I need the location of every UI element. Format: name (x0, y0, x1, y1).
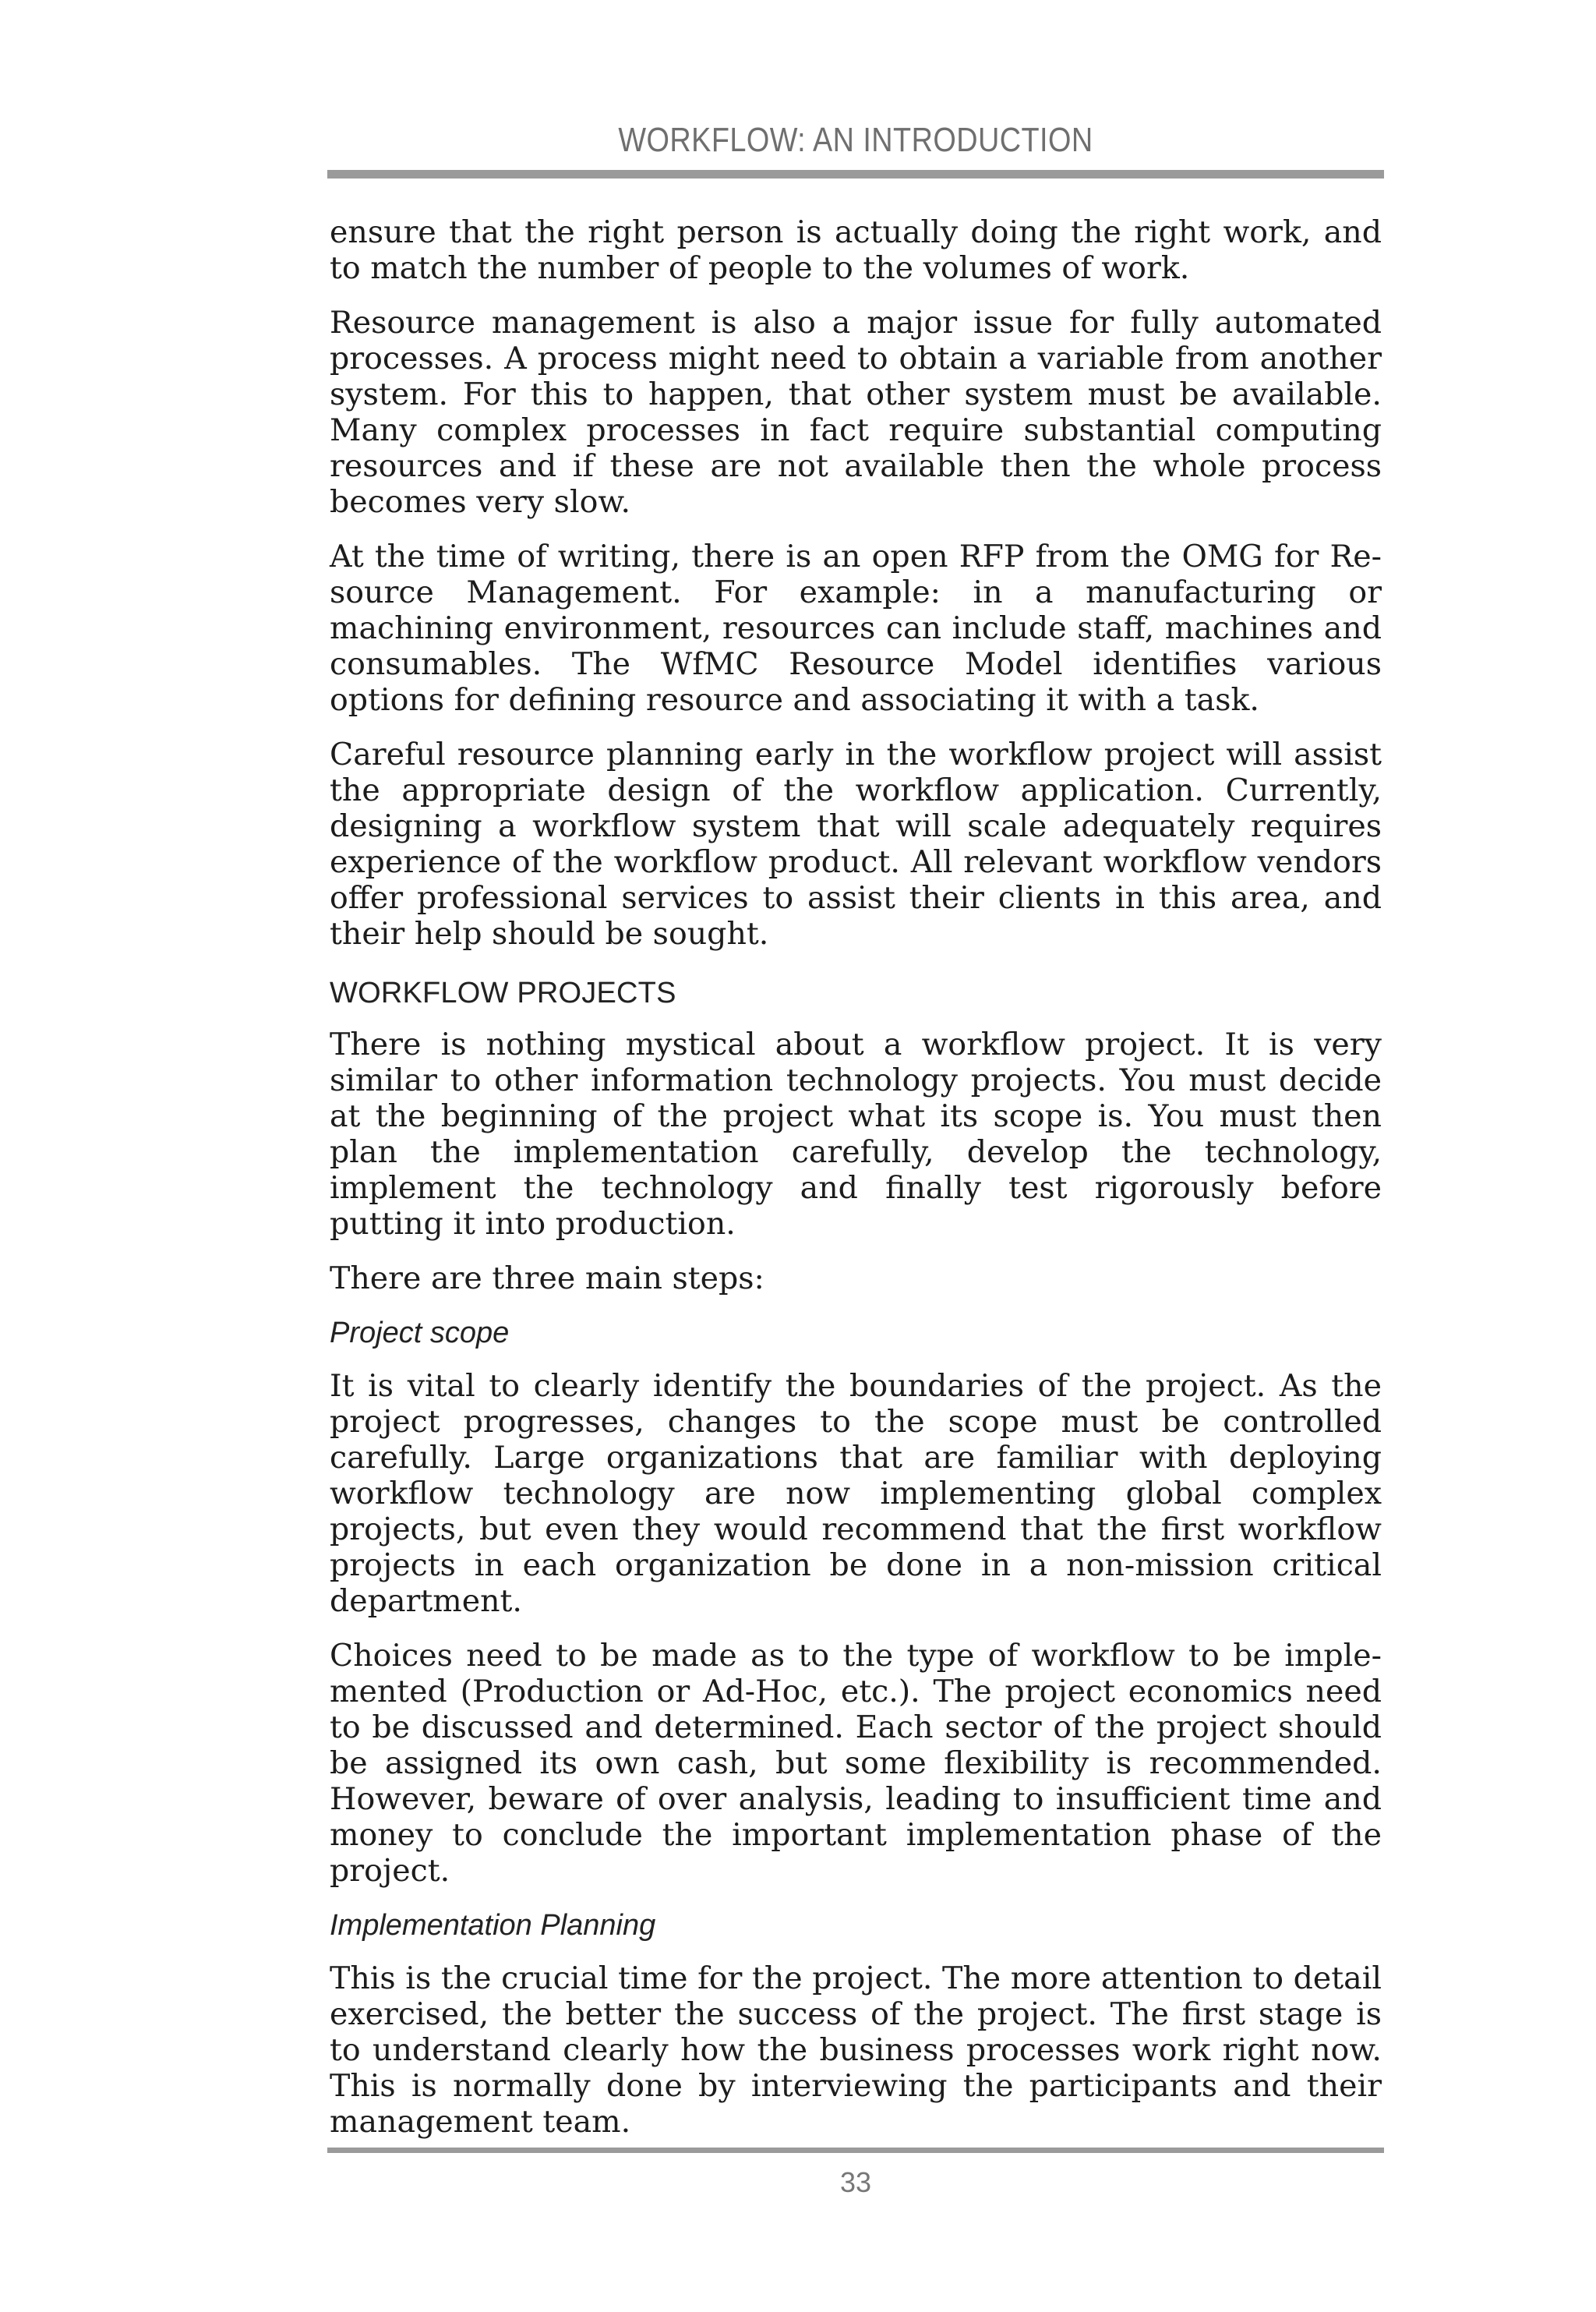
paragraph: There is nothing mystical about a workflow project. It is very similar to other information technology projects. You must decide at the beginning of the project what its scope is. You must then plan the implementation carefully, develop the technology, implement the technology and finally test rigorously before putting it into production. (330, 1027, 1382, 1242)
paragraph: Careful resource planning early in the workflow project will assist the appropriate design of the workflow application. Currently, designing a workflow system that will scale adequately requires experience of the workflow product. All relevant workflow vendors offer professional services to assist their clients in this area, and their help should be sought. (330, 737, 1382, 952)
paragraph: ensure that the right person is actually doing the right work, and to match the number of people to the volumes of work. (330, 214, 1382, 286)
paragraph: It is vital to clearly identify the boundaries of the project. As the project progresses, changes to the scope must be controlled carefully. Large organizations that are familiar with deploying workflow technology are now implementing global complex projects, but even they would recommend that the first workflow projects in each organization be done in a non-mission critical department. (330, 1368, 1382, 1619)
page-body (330, 214, 1382, 2158)
paragraph: There are three main steps: (330, 1260, 764, 1296)
paragraph: At the time of writing, there is an open RFP from the OMG for Resource Management. For example: in a manufacturing or machining environment, resources can include staff, machines and consumables. The WfMC Resource Model identifies various options for defining resource and associating it with a task. (330, 539, 1382, 718)
section-heading: WORKFLOW PROJECTS (330, 977, 676, 1009)
running-head: WORKFLOW: AN INTRODUCTION (618, 121, 1093, 159)
paragraph: This is the crucial time for the project. The more attention to detail exercised, the better the success of the project. The first stage is to understand clearly how the business processes work right now. This is normally done by interviewing the participants and their management team. (330, 1960, 1382, 2140)
page-number: 33 (839, 2166, 872, 2198)
header-rule (327, 170, 1384, 179)
footer-rule (327, 2148, 1384, 2153)
paragraph: Resource management is also a major issue for fully automated processes. A process might need to obtain a variable from another system. For this to happen, that other system must be available. Many complex processes in fact require substantial computing resources and if these are not available then the whole process becomes very slow. (330, 305, 1382, 520)
paragraph: Choices need to be made as to the type of workflow to be implemented (Production or Ad-Hoc, etc.). The project economics need to be discussed and determined. Each sector of the project should be assigned its own cash, but some flexibility is recommended. However, beware of over analysis, leading to insufficient time and money to conclude the important implementation phase of the project. (330, 1638, 1382, 1889)
subheading-implementation-planning: Implementation Planning (330, 1909, 656, 1942)
subheading-project-scope: Project scope (330, 1317, 510, 1349)
